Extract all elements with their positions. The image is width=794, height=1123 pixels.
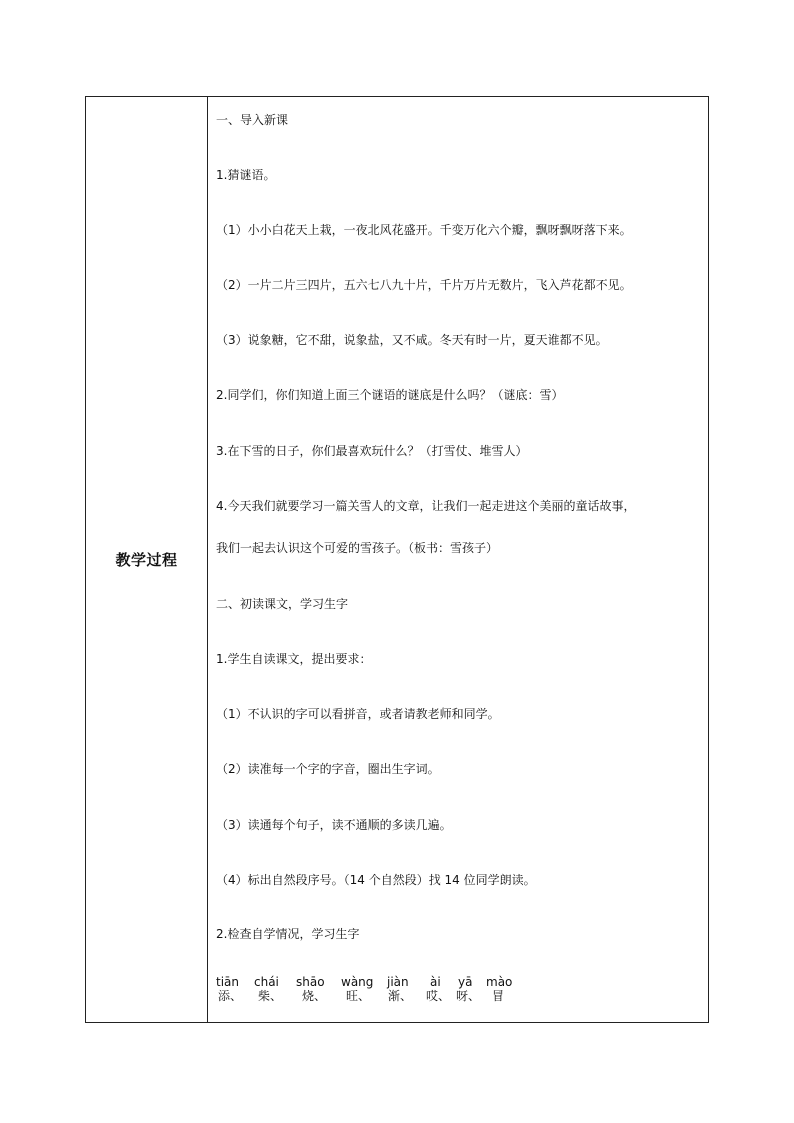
content-line: 1.猜谜语。 [216, 168, 276, 182]
content-line: （4）标出自然段序号。（14 个自然段）找 14 位同学朗读。 [216, 873, 536, 887]
pinyin: jiàn [387, 975, 409, 989]
content-line: 4.今天我们就要学习一篇关雪人的文章，让我们一起走进这个美丽的童话故事， [216, 499, 636, 513]
content-line: 我们一起去认识这个可爱的雪孩子。（板书：雪孩子） [216, 541, 499, 555]
pinyin: tiān [216, 975, 239, 989]
pinyin: mào [486, 975, 513, 989]
pinyin: chái [254, 975, 279, 989]
content-line: （2）读准每一个字的字音，圈出生字词。 [216, 762, 440, 776]
content-line: 2.检查自学情况，学习生字 [216, 927, 360, 941]
pinyin: yā [458, 975, 473, 989]
content-line: 1.学生自读课文，提出要求： [216, 652, 372, 666]
content-line: （1）小小白花天上栽，一夜北风花盛开。千变万化六个瓣，飘呀飘呀落下来。 [216, 223, 632, 237]
hanzi: 柴、 [258, 989, 283, 1003]
content-line: 3.在下雪的日子，你们最喜欢玩什么？（打雪仗、堆雪人） [216, 444, 528, 458]
content-line: （3）说象糖，它不甜，说象盐，又不咸。冬天有时一片，夏天谁都不见。 [216, 333, 608, 347]
hanzi: 添、 [218, 989, 243, 1003]
lesson-plan-table [85, 96, 709, 1023]
hanzi: 呀、 [456, 989, 481, 1003]
pinyin: shāo [296, 975, 325, 989]
hanzi: 哎、 [426, 989, 451, 1003]
hanzi: 渐、 [388, 989, 413, 1003]
pinyin: ài [430, 975, 441, 989]
hanzi: 旺、 [346, 989, 371, 1003]
content-line: （3）读通每个句子，读不通顺的多读几遍。 [216, 818, 452, 832]
pinyin: wàng [341, 975, 374, 989]
content-line: （2）一片二片三四片，五六七八九十片，千片万片无数片，飞入芦花都不见。 [216, 278, 632, 292]
column-divider [207, 97, 208, 1022]
row-label: 教学过程 [115, 551, 178, 569]
section-heading-intro: 一、导入新课 [216, 113, 289, 127]
section-heading-reading: 二、初读课文，学习生字 [216, 597, 349, 611]
content-line: （1）不认识的字可以看拼音，或者请教老师和同学。 [216, 707, 500, 721]
hanzi: 烧、 [302, 989, 327, 1003]
content-line: 2.同学们，你们知道上面三个谜语的谜底是什么吗？（谜底：雪） [216, 388, 564, 402]
pinyin-characters-row [216, 975, 636, 1015]
hanzi: 冒 [492, 989, 505, 1003]
